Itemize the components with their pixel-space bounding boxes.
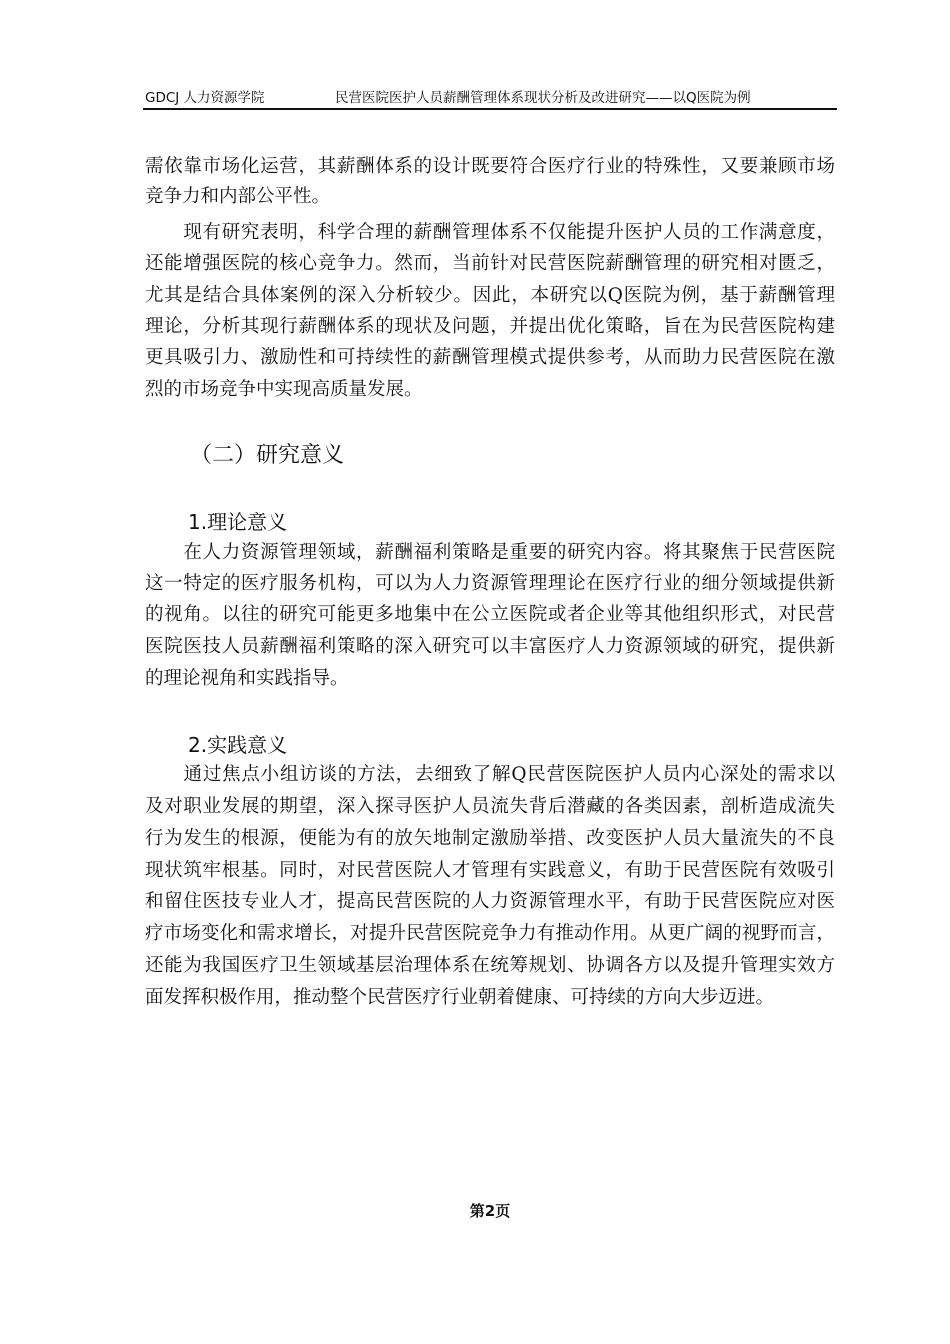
subsection-title-theory: 1.理论意义 <box>188 510 288 534</box>
text-line: 还能增强医院的核心竞争力。然而，当前针对民营医院薪酬管理的研究相对匮乏， <box>145 253 835 274</box>
text-line: 现状筑牢根基。同时，对民营医院人才管理有实践意义，有助于民营医院有效吸引 <box>145 860 835 881</box>
subsection-title-practice: 2.实践意义 <box>188 733 288 757</box>
text-line: 尤其是结合具体案例的深入分析较少。因此，本研究以Q医院为例，基于薪酬管理 <box>145 285 835 306</box>
text-line: 和留住医技专业人才，提高民营医院的人力资源管理水平，有助于民营医院应对医 <box>145 891 835 912</box>
header-left: GDCJ 人力资源学院 <box>145 90 265 106</box>
text-line: 通过焦点小组访谈的方法，去细致了解Q民营医院医护人员内心深处的需求以 <box>145 764 835 785</box>
text-line: 需依靠市场化运营，其薪酬体系的设计既要符合医疗行业的特殊性，又要兼顾市场 <box>145 156 835 177</box>
text-line: 理论，分析其现行薪酬体系的现状及问题，并提出优化策略，旨在为民营医院构建 <box>145 316 835 337</box>
text-line: 烈的市场竞争中实现高质量发展。 <box>145 379 423 400</box>
text-line: 还能为我国医疗卫生领域基层治理体系在统筹规划、协调各方以及提升管理实效方 <box>145 955 835 976</box>
section-title: （二）研究意义 <box>190 443 345 468</box>
page-number: 第2页 <box>469 1202 511 1220</box>
text-line: 的理论视角和实践指导。 <box>145 668 349 689</box>
text-line: 及对职业发展的期望，深入探寻医护人员流失背后潜藏的各类因素，剖析造成流失 <box>145 796 835 817</box>
text-line: 的视角。以往的研究可能更多地集中在公立医院或者企业等其他组织形式，对民营 <box>145 604 835 625</box>
text-line: 医院医技人员薪酬福利策略的深入研究可以丰富医疗人力资源领域的研究，提供新 <box>145 636 835 657</box>
text-line: 面发挥积极作用，推动整个民营医疗行业朝着健康、可持续的方向大步迈进。 <box>145 987 775 1008</box>
text-line: 疗市场变化和需求增长，对提升民营医院竞争力有推动作用。从更广阔的视野而言， <box>145 923 835 944</box>
text-line: 更具吸引力、激励性和可持续性的薪酬管理模式提供参考，从而助力民营医院在激 <box>145 347 835 368</box>
text-line: 竞争力和内部公平性。 <box>145 186 331 207</box>
text-line: 行为发生的根源，便能为有的放矢地制定激励举措、改变医护人员大量流失的不良 <box>145 828 835 849</box>
header-rule <box>143 108 837 110</box>
text-line: 现有研究表明，科学合理的薪酬管理体系不仅能提升医护人员的工作满意度， <box>145 222 835 243</box>
header-title: 民营医院医护人员薪酬管理体系现状分析及改进研究——以Q医院为例 <box>335 90 751 106</box>
text-line: 在人力资源管理领域，薪酬福利策略是重要的研究内容。将其聚焦于民营医院 <box>145 542 835 563</box>
text-line: 这一特定的医疗服务机构，可以为人力资源管理理论在医疗行业的细分领域提供新 <box>145 573 835 594</box>
